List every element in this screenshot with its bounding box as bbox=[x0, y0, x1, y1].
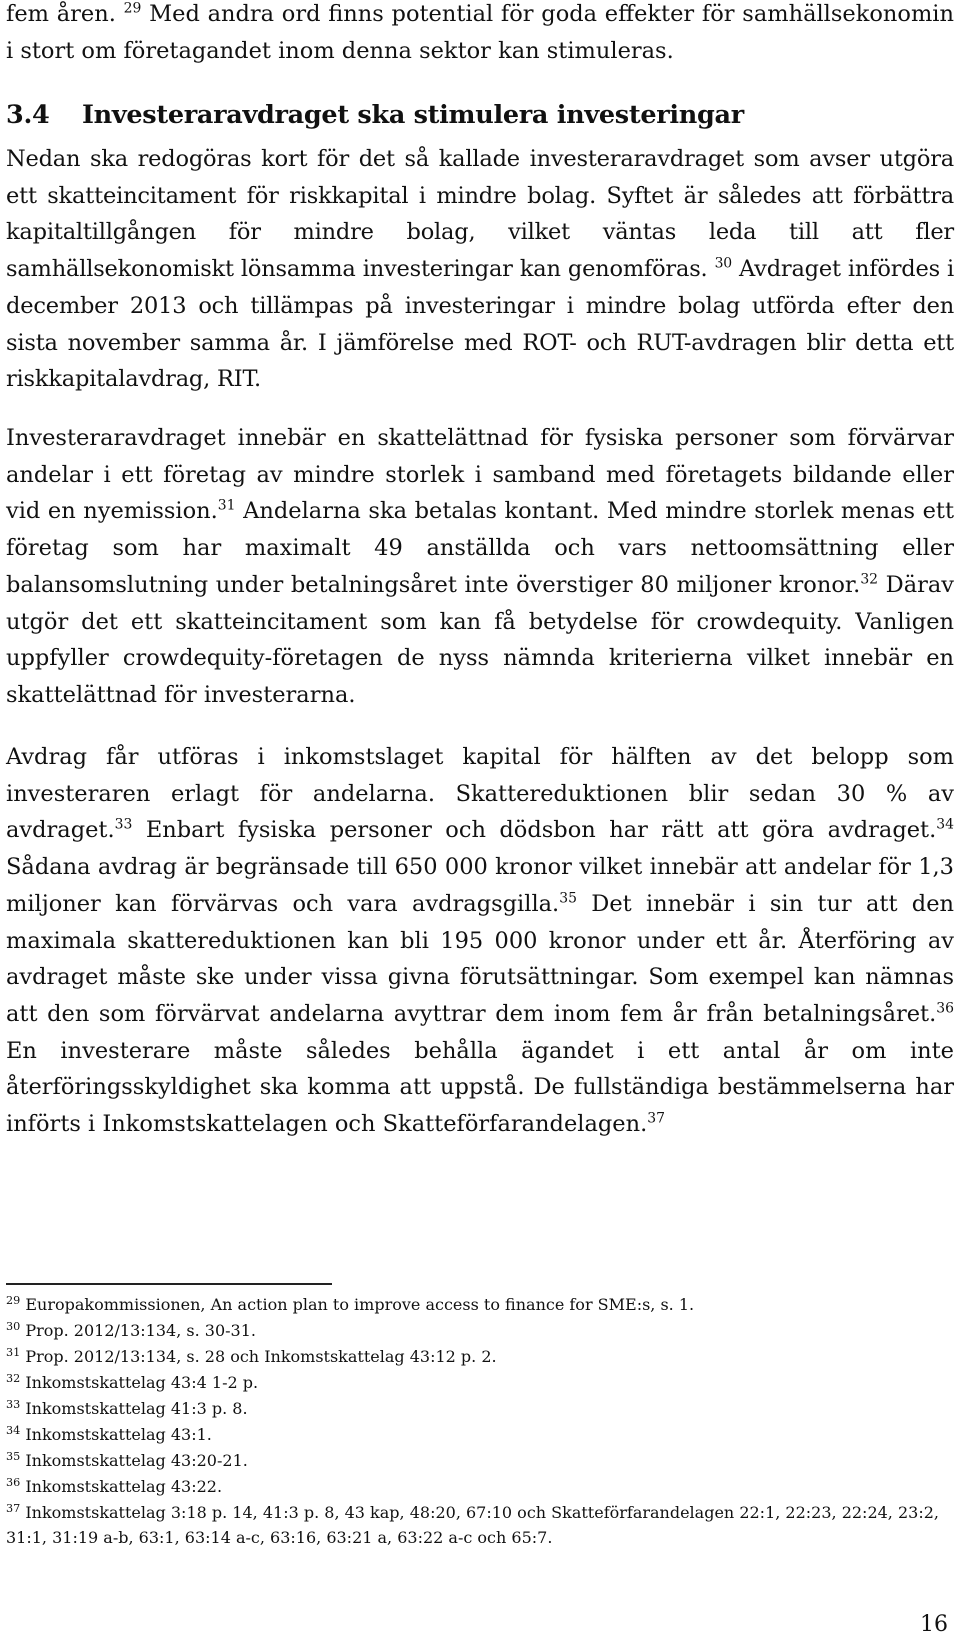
footnote-text: Europakommissionen, An action plan to improve access to finance for SME:s, s. 1. bbox=[25, 1295, 695, 1314]
paragraph-intro-continuation bbox=[6, 0, 954, 69]
footnote-number: 33 bbox=[6, 1397, 21, 1411]
footnote-text: Prop. 2012/13:134, s. 28 och Inkomstskattelag 43:12 p. 2. bbox=[25, 1347, 497, 1366]
footnote bbox=[6, 1474, 954, 1499]
text-run: Sådana avdrag är begränsade till 650 000 kronor vilket innebär att andelar för 1,3 miljoner kan förvärvas och vara avdragsgilla. bbox=[6, 854, 954, 917]
footnote-ref-35[interactable]: 35 bbox=[559, 890, 577, 907]
footnote-number: 37 bbox=[6, 1501, 21, 1515]
footnote-text: Inkomstskattelag 43:4 1-2 p. bbox=[25, 1373, 259, 1392]
footnote-ref-32[interactable]: 32 bbox=[860, 571, 879, 588]
footnote-text: Inkomstskattelag 3:18 p. 14, 41:3 p. 8, 43 kap, 48:20, 67:10 och Skatteförfarandelagen 22:1, 22:23, 22:24, 23:2, 31:1, 31:19 a-b, 63:1, 63:14 a-c, 63:16, 63:21 a, 63:22 a-c och 65:7. bbox=[6, 1503, 939, 1547]
text-run: Det innebär i sin tur att den maximala skattereduktionen kan bli 195 000 kronor under ett år. Återföring av avdraget måste ske under vissa givna förutsättningar. Som exempel kan nämnas att den som förvärvat andelarna avyttrar dem inom fem år från betalningsåret. bbox=[6, 890, 955, 1027]
footnote-ref-31[interactable]: 31 bbox=[217, 497, 236, 514]
text-run: Andelarna ska betalas kontant. Med mindre storlek menas ett företag som har maximalt 49 anställda och vars nettoomsättning eller balansomslutning under betalningsåret inte överstiger 80 miljoner kronor. bbox=[6, 498, 954, 598]
footnote-text: Prop. 2012/13:134, s. 30-31. bbox=[25, 1321, 256, 1340]
text-run: En investerare måste således behålla ägandet i ett antal år om inte återföringsskyldighet ska komma att uppstå. De fullständiga bestämmelserna har införts i Inkomstskattelagen och Skatteförfarandelagen. bbox=[6, 1037, 954, 1138]
section-heading bbox=[6, 96, 744, 134]
footnote-ref-30[interactable]: 30 bbox=[714, 255, 732, 272]
footnote-ref-34[interactable]: 34 bbox=[936, 816, 954, 833]
footnote-number: 34 bbox=[6, 1423, 21, 1437]
footnote bbox=[6, 1396, 954, 1421]
footnote bbox=[6, 1448, 954, 1473]
footnote-number: 31 bbox=[6, 1345, 21, 1359]
text-run: Avdraget infördes i december 2013 och tillämpas på investeringar i mindre bolag utförda efter den sista november samma år. I jämförelse med ROT- och RUT-avdragen blir detta ett riskkapitalavdrag, RIT. bbox=[6, 256, 955, 393]
footnote bbox=[6, 1422, 954, 1447]
footnote bbox=[6, 1292, 954, 1317]
footnote-ref-29[interactable]: 29 bbox=[123, 0, 142, 17]
section-number: 3.4 bbox=[6, 100, 50, 130]
footnote-text: Inkomstskattelag 43:1. bbox=[25, 1425, 212, 1444]
footnote-number: 30 bbox=[6, 1319, 21, 1333]
footnote-separator bbox=[6, 1283, 332, 1285]
footnote bbox=[6, 1318, 954, 1343]
footnote-number: 32 bbox=[6, 1371, 21, 1385]
text-run: fem åren. bbox=[6, 1, 124, 27]
footnote-number: 35 bbox=[6, 1449, 21, 1463]
paragraph-avdrag-rules bbox=[6, 739, 954, 1143]
footnote-number: 29 bbox=[6, 1293, 21, 1307]
footnote bbox=[6, 1370, 954, 1395]
paragraph-investeraravdraget-intro bbox=[6, 141, 954, 398]
footnote-ref-37[interactable]: 37 bbox=[647, 1110, 665, 1127]
footnote-text: Inkomstskattelag 43:20-21. bbox=[25, 1451, 248, 1470]
page-number: 16 bbox=[920, 1612, 948, 1637]
text-run: Nedan ska redogöras kort för det så kallade investeraravdraget som avser utgöra ett skatteincitament för riskkapital i mindre bolag. Syftet är således att förbättra kapitaltillgången för mindre bolag, vilket väntas leda till att fler samhällsekonomiskt lönsamma investeringar kan genomföras. bbox=[6, 146, 954, 283]
text-run: Därav utgör det ett skatteincitament som kan få betydelse för crowdequity. Vanligen uppfyller crowdequity-företagen de nyss nämnda kriterierna vilket innebär en skattelättnad för investerarna. bbox=[6, 571, 954, 708]
footnote bbox=[6, 1500, 954, 1550]
footnote-text: Inkomstskattelag 43:22. bbox=[25, 1477, 223, 1496]
footnote bbox=[6, 1344, 954, 1369]
text-run: Enbart fysiska personer och dödsbon har rätt att göra avdraget. bbox=[132, 817, 937, 844]
text-run: Avdrag får utföras i inkomstslaget kapital för hälften av det belopp som investeraren erlagt för andelarna. Skattereduktionen blir sedan 30 % av avdraget. bbox=[6, 744, 954, 844]
footnote-ref-33[interactable]: 33 bbox=[114, 816, 133, 833]
footnote-number: 36 bbox=[6, 1475, 21, 1489]
text-run: Investeraravdraget innebär en skattelättnad för fysiska personer som förvärvar andelar i ett företag av mindre storlek i samband med företagets bildande eller vid en nyemission. bbox=[6, 425, 954, 525]
footnote-text: Inkomstskattelag 41:3 p. 8. bbox=[25, 1399, 248, 1418]
footnote-ref-36[interactable]: 36 bbox=[936, 1000, 954, 1017]
paragraph-investeraravdraget-definition bbox=[6, 420, 954, 714]
text-run: Med andra ord finns potential för goda effekter för samhällsekonomin i stort om företagandet inom denna sektor kan stimuleras. bbox=[6, 1, 954, 64]
section-title: Investeraravdraget ska stimulera investeringar bbox=[82, 100, 744, 130]
